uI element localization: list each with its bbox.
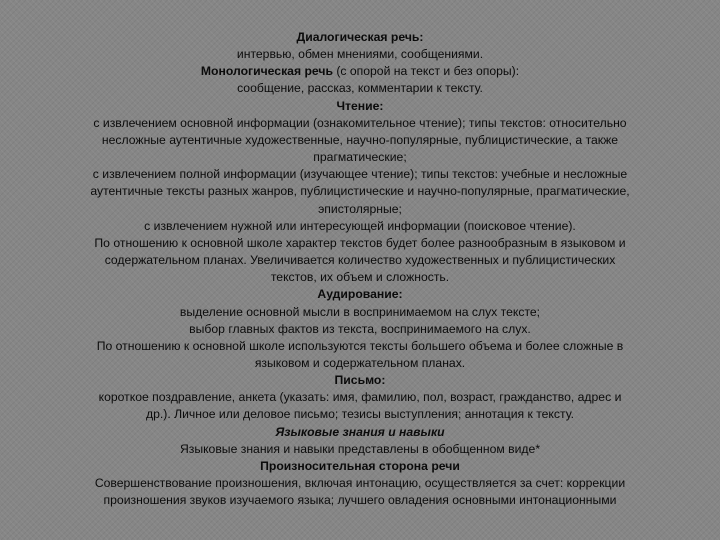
text-line: эпистолярные; — [318, 201, 402, 216]
text-line: выделение основной мысли в воспринимаемом на слух тексте; — [179, 304, 541, 319]
heading-reading: Чтение: — [336, 98, 384, 113]
text-fragment: (с опорой на текст и без опоры): — [332, 64, 520, 79]
heading-pronunciation: Произносительная сторона речи — [260, 458, 460, 473]
text-line: По отношению к основной школе используются тексты большего объема и более сложные в — [96, 338, 624, 353]
heading-dialogic-speech: Диалогическая речь: — [296, 30, 424, 44]
text-line: По отношению к основной школе характер текстов будет более разнообразным в языковом и — [94, 235, 626, 250]
text-line: Языковые знания и навыки представлены в обобщенном виде* — [179, 441, 541, 456]
text-line-monologic — [40, 63, 680, 80]
text-line: с извлечением основной информации (ознакомительное чтение); типы текстов: относительно — [93, 115, 627, 130]
text-line: выбор главных фактов из текста, воспринимаемого на слух. — [189, 321, 531, 336]
text-line: с извлечением нужной или интересующей информации (поисковое чтение). — [144, 218, 576, 233]
text-line: др.). Личное или деловое письмо; тезисы выступления; аннотация к тексту. — [146, 407, 574, 422]
text-line: произношения звуков изучаемого языка; лучшего овладения основными интонационными — [103, 493, 617, 508]
heading-monologic-speech: Монологическая речь — [200, 64, 333, 79]
text-line: несложные аутентичные художественные, научно-популярные, публицистические, а также — [101, 132, 619, 147]
text-line: интервью, обмен мнениями, сообщениями. — [236, 47, 484, 62]
text-line: текстов, их объем и сложность. — [270, 270, 450, 285]
heading-listening: Аудирование: — [317, 287, 403, 302]
text-line: языковом и содержательном планах. — [254, 355, 466, 370]
text-line: с извлечением полной информации (изучающее чтение); типы текстов: учебные и несложные — [92, 167, 628, 182]
text-line: Совершенствование произношения, включая интонацию, осуществляется за счет: коррекции — [94, 476, 626, 491]
heading-language-knowledge: Языковые знания и навыки — [275, 424, 445, 439]
text-line: содержательном планах. Увеличивается количество художественных и публицистических — [104, 253, 616, 268]
text-line: короткое поздравление, анкета (указать: имя, фамилию, пол, возраст, гражданство, адрес и — [98, 390, 622, 405]
text-line: сообщение, рассказ, комментарии к тексту. — [237, 81, 483, 96]
text-line: прагматические; — [313, 150, 407, 165]
text-line: аутентичные тексты разных жанров, публицистические и научно-популярные, прагматические, — [90, 184, 630, 199]
heading-writing: Письмо: — [334, 373, 386, 388]
slide-text-body — [40, 29, 680, 509]
